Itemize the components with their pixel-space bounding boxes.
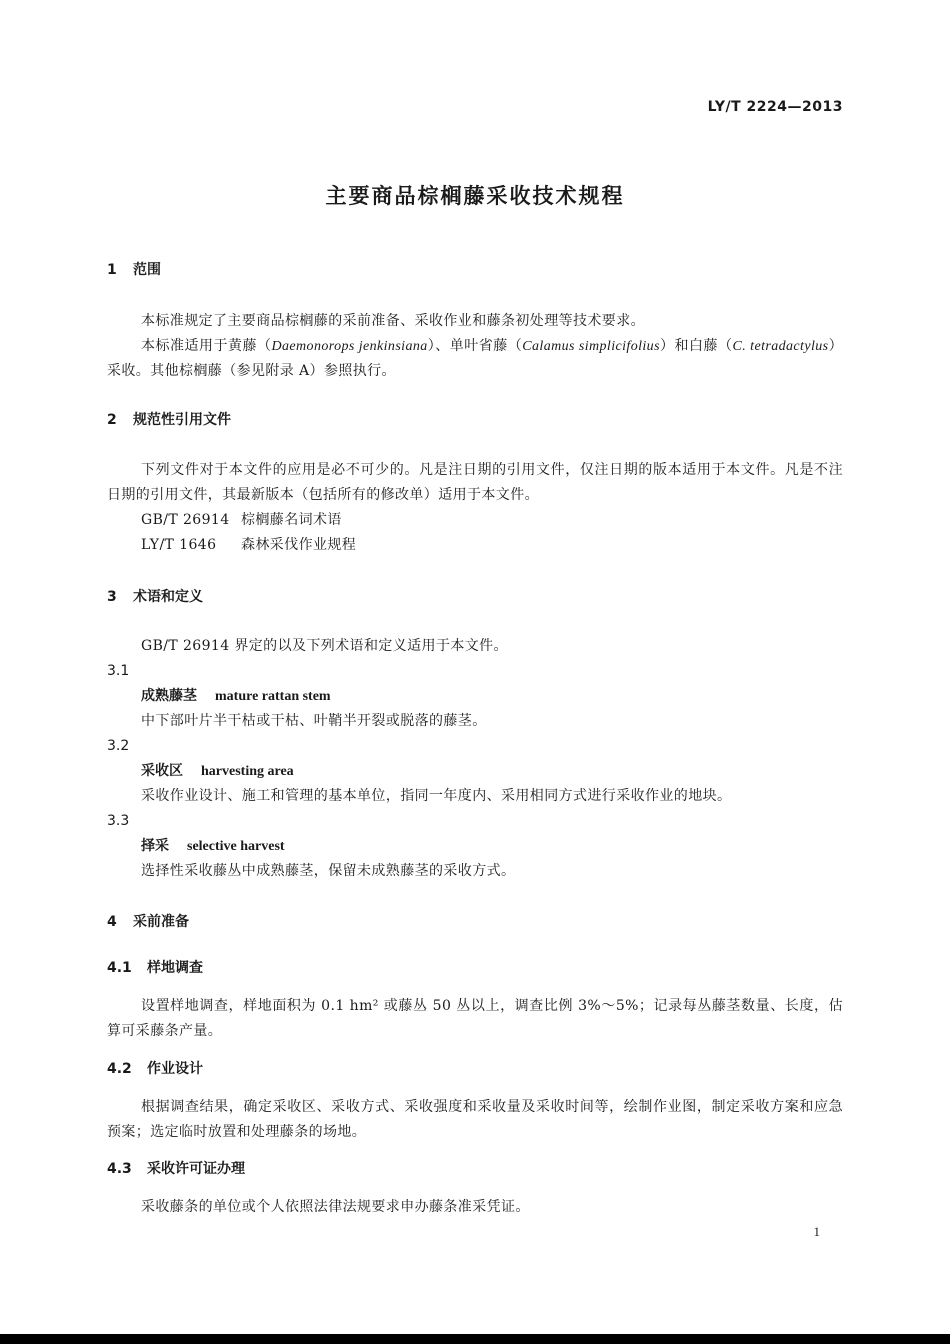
subsection-4-3-heading [107, 1159, 843, 1179]
term-chinese: 择采 [141, 838, 169, 854]
term-name [107, 684, 843, 709]
paragraph: 本标准规定了主要商品棕榈藤的采前准备、采收作业和藤条初处理等技术要求。 [141, 313, 645, 329]
section-number: 4 [107, 914, 117, 930]
term-chinese: 成熟藤茎 [141, 688, 197, 704]
latin-name: Daemonorops jenkinsiana [271, 339, 428, 354]
standard-code: LY/T 2224—2013 [707, 99, 843, 115]
paragraph: 设置样地调查，样地面积为 0.1 hm² 或藤丛 50 丛以上，调查比例 3%～5%；记录每丛藤茎数量、长度，估算可采藤条产量。 [107, 998, 843, 1039]
reference-code: LY/T 1646 [141, 537, 217, 553]
section-number: 3 [107, 589, 117, 605]
subsection-title: 采收许可证办理 [147, 1161, 245, 1177]
reference-item [107, 533, 843, 558]
latin-name: C. tetradactylus [732, 339, 829, 354]
subsection-number: 4.2 [107, 1061, 132, 1077]
subsection-4-2-body [107, 1095, 843, 1145]
subsection-4-2-heading [107, 1059, 843, 1079]
subsection-title: 作业设计 [147, 1061, 203, 1077]
section-2-body [107, 458, 843, 558]
document-title: 主要商品棕榈藤采收技术规程 [325, 184, 625, 208]
paragraph: 根据调查结果，确定采收区、采收方式、采收强度和采收量及采收时间等，绘制作业图，制定采收方案和应急预案；选定临时放置和处理藤条的场地。 [107, 1099, 843, 1140]
section-title: 术语和定义 [133, 589, 203, 605]
paragraph: GB/T 26914 界定的以及下列术语和定义适用于本文件。 [141, 638, 508, 654]
term-chinese: 采收区 [141, 763, 183, 779]
section-4-heading [107, 912, 843, 932]
page-number: 1 [813, 1224, 820, 1239]
term-number: 3.1 [107, 663, 130, 679]
term-definition: 中下部叶片半干枯或干枯、叶鞘半开裂或脱落的藤茎。 [141, 713, 487, 729]
term-definition: 选择性采收藤丛中成熟藤茎，保留未成熟藤茎的采收方式。 [141, 863, 516, 879]
reference-item [107, 508, 843, 533]
term-english: selective harvest [187, 839, 285, 854]
bottom-edge-bar [0, 1334, 950, 1344]
term-number: 3.2 [107, 738, 130, 754]
subsection-number: 4.3 [107, 1161, 132, 1177]
term-definition: 采收作业设计、施工和管理的基本单位，指同一年度内、采用相同方式进行采收作业的地块。 [141, 788, 732, 804]
paragraph: 采收藤条的单位或个人依照法律法规要求申办藤条准采凭证。 [141, 1199, 530, 1215]
latin-name: Calamus simplicifolius [522, 339, 660, 354]
text-run: ）、单叶省藤（ [427, 338, 523, 354]
term-english: mature rattan stem [215, 689, 331, 704]
section-3-body [107, 634, 843, 884]
term-name [107, 759, 843, 784]
subsection-4-1-body [107, 994, 843, 1044]
section-title: 规范性引用文件 [133, 412, 231, 428]
section-title: 范围 [133, 262, 161, 278]
text-run: 本标准适用于黄藤（ [141, 338, 272, 354]
section-3-heading [107, 587, 843, 607]
subsection-title: 样地调查 [147, 960, 203, 976]
section-2-heading [107, 410, 843, 430]
text-run: ）和白藤（ [659, 338, 733, 354]
section-title: 采前准备 [133, 914, 189, 930]
reference-code: GB/T 26914 [141, 512, 230, 528]
section-number: 1 [107, 262, 117, 278]
section-1-body [107, 309, 843, 384]
subsection-number: 4.1 [107, 960, 132, 976]
paragraph: 下列文件对于本文件的应用是必不可少的。凡是注日期的引用文件，仅注日期的版本适用于本文件。凡是不注日期的引用文件，其最新版本（包括所有的修改单）适用于本文件。 [107, 462, 843, 503]
reference-name: 森林采伐作业规程 [241, 537, 357, 553]
subsection-4-3-body [107, 1195, 843, 1220]
term-name [107, 834, 843, 859]
text-run: ）采收。其他棕榈藤（参见附录 A）参照执行。 [107, 338, 843, 379]
reference-name: 棕榈藤名词术语 [241, 512, 342, 528]
term-english: harvesting area [201, 764, 294, 779]
subsection-4-1-heading [107, 958, 843, 978]
section-1-heading [107, 260, 843, 280]
paragraph [107, 334, 843, 384]
term-number: 3.3 [107, 813, 130, 829]
section-number: 2 [107, 412, 117, 428]
